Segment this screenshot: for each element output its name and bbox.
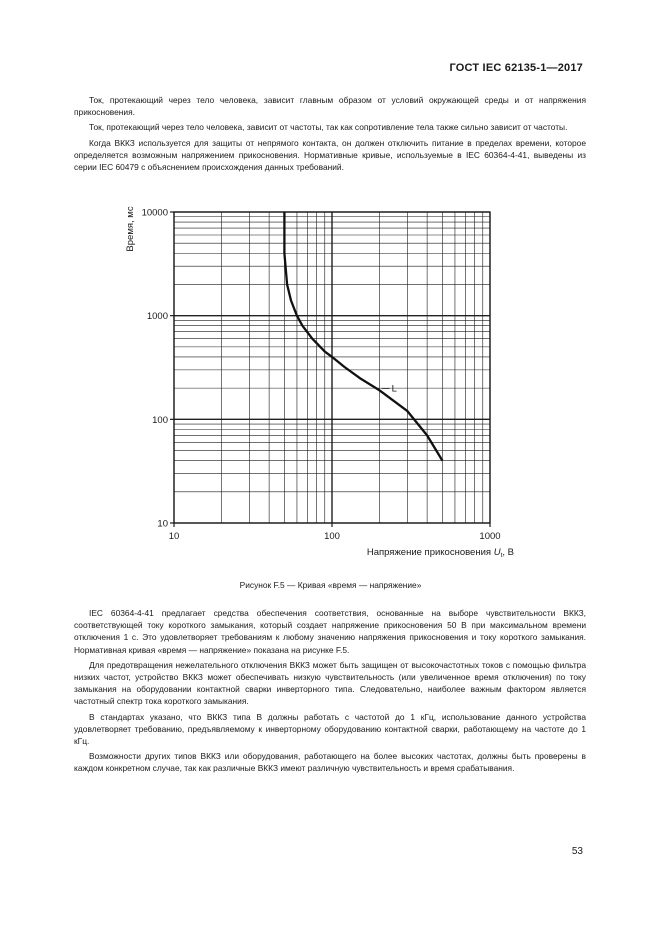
y-tick-label: 100 bbox=[152, 414, 168, 426]
paragraph: IEC 60364-4-41 предлагает средства обеспечения соответствия, основанные на выборе чувствительности ВККЗ, соответствующей току короткого замыкания, который создает напряжение прикосновения 50 В при максимальном времени отключения 1 с. Это удовлетворяет требованиям к любому значению напряжения прикосновения и току короткого замыкания. Нормативная кривая «время — напряжение» показана на рисунке F.5. bbox=[74, 608, 586, 655]
paragraph: Ток, протекающий через тело человека, зависит главным образом от условий окружающей среды и от напряжения прикосновения. bbox=[74, 95, 586, 118]
x-tick-label: 100 bbox=[324, 531, 340, 542]
figure-caption: Рисунок F.5 — Кривая «время — напряжение» bbox=[239, 580, 422, 590]
chart-grid bbox=[174, 212, 490, 523]
paragraph: В стандартах указано, что ВККЗ типа В должны работать с частотой до 1 кГц, использование данного устройства удовлетворяет требованию, предъявляемому к инверторному оборудованию контактной сварки, работающему на частоте до 1 кГц. bbox=[74, 711, 586, 747]
x-axis-label: Напряжение прикосновения $U_t$, В bbox=[366, 547, 514, 559]
chart-labels bbox=[125, 206, 514, 559]
body-text bbox=[74, 607, 586, 775]
curve-l bbox=[284, 212, 442, 461]
y-tick-label: 1000 bbox=[146, 311, 168, 323]
curve-label: L bbox=[391, 383, 397, 395]
paragraph: Возможности других типов ВККЗ или оборудования, работающего на более высоких частотах, должны быть проверены в каждом конкретном случае, так как различные ВККЗ имеют различную чувствительность и время срабатывания. bbox=[74, 751, 586, 774]
y-axis-label: Время, мс bbox=[125, 206, 136, 252]
paragraph: Ток, протекающий через тело человека, зависит от частоты, так как сопротивление тела также сильно зависит от частоты. bbox=[89, 122, 568, 133]
document-header: ГОСТ IEC 62135-1—2017 bbox=[449, 62, 583, 74]
x-tick-label: 1000 bbox=[479, 531, 501, 542]
page-number: 53 bbox=[571, 846, 583, 857]
y-tick-label: 10000 bbox=[141, 207, 168, 219]
chart-series bbox=[284, 212, 442, 461]
y-tick-label: 10 bbox=[157, 518, 168, 530]
paragraph: Когда ВККЗ используется для защиты от непрямого контакта, он должен отключить питание в пределах времени, которое определяется возможным напряжением прикосновения. Нормативные кривые, используемые в IEC 60364-4-41, выведены из серии IEC 60479 с объяснением происхождения данных требований. bbox=[74, 137, 586, 173]
chart-frame bbox=[170, 212, 490, 527]
x-tick-label: 10 bbox=[168, 531, 180, 542]
paragraph: Для предотвращения нежелательного отключения ВККЗ может быть защищен от высокочастотных токов с помощью фильтра низких частот, устройство ВККЗ может обеспечивать низкую чувствительность (или увеличенное время отключения) по току замыкания на оборудовании контактной сварки инверторного типа. Следовательно, наиболее важным фактором является частотный спектр тока короткого замыкания. bbox=[74, 659, 586, 707]
